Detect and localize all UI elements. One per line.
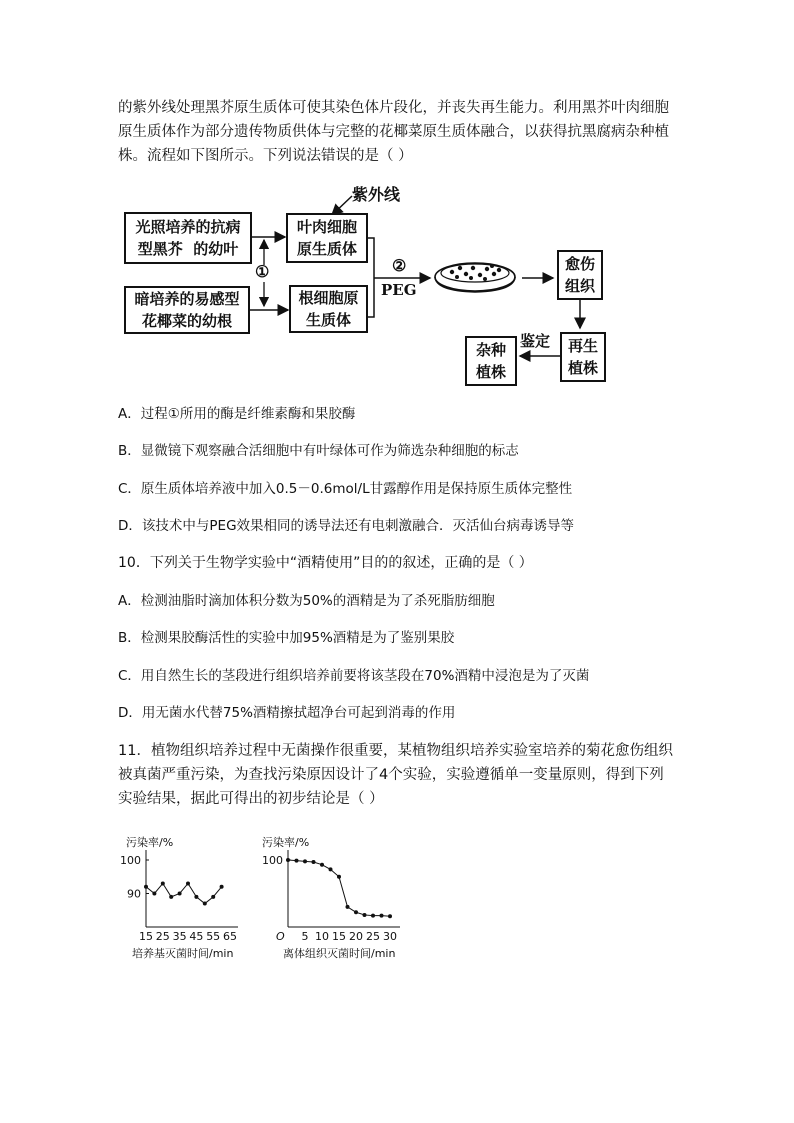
chart1-x-tick-label: 15 bbox=[139, 930, 153, 943]
chart2-series-line bbox=[288, 860, 390, 916]
chart1-point bbox=[203, 902, 207, 906]
box-callus-l1: 愈伤 bbox=[564, 255, 595, 273]
box-susceptible-root-l2: 花椰菜的幼根 bbox=[141, 312, 232, 330]
peg-label: PEG bbox=[381, 281, 417, 299]
box-regen-l2: 植株 bbox=[567, 359, 598, 377]
box-susceptible-root-l1: 暗培养的易感型 bbox=[134, 290, 240, 308]
chart2-x-tick-label: 20 bbox=[349, 930, 363, 943]
chart1-x-tick-label: 25 bbox=[155, 930, 170, 943]
chart2-x-tick-label: 15 bbox=[332, 930, 346, 943]
chart2-point bbox=[371, 914, 375, 918]
box-rootproto-l1: 根细胞原 bbox=[298, 289, 359, 307]
chart2-point bbox=[388, 914, 392, 918]
box-rootproto-l2: 生质体 bbox=[305, 311, 351, 329]
box-regen-l1: 再生 bbox=[567, 337, 598, 355]
chart2-x-tick-label: 10 bbox=[315, 930, 329, 943]
box-callus-l2: 组织 bbox=[564, 277, 595, 295]
chart1-x-tick-label: 65 bbox=[223, 930, 237, 943]
chart2-point bbox=[380, 914, 384, 918]
chart1-point bbox=[220, 885, 224, 889]
box-resistant-leaf-l2: 型黑芥 的幼叶 bbox=[137, 240, 239, 258]
chart1-point bbox=[186, 881, 190, 885]
chart2-point bbox=[329, 867, 333, 871]
step2-label: ② bbox=[392, 256, 407, 275]
chart1-point bbox=[211, 895, 215, 899]
q9-option-c: C．原生质体培养液中加入0.5－0.6mol/L甘露醇作用是保持原生质体完整性 bbox=[118, 481, 573, 497]
chart1-x-label: 培养基灭菌时间/min bbox=[132, 947, 234, 960]
q9-option-d: D．该技术中与PEG效果相同的诱导法还有电刺激融合．灭活仙台病毒诱导等 bbox=[118, 518, 575, 534]
box-hybrid-l1: 杂种 bbox=[475, 341, 506, 359]
chart1-point bbox=[152, 892, 156, 896]
chart1-y-label: 污染率/% bbox=[126, 836, 174, 849]
chart1-point bbox=[178, 892, 182, 896]
chart1-x-tick-label: 45 bbox=[189, 930, 204, 943]
chart1-series-line bbox=[146, 883, 222, 903]
intro-line-1: 的紫外线处理黑芥原生质体可使其染色体片段化，并丧失再生能力。利用黑芥叶肉细胞 bbox=[118, 100, 669, 116]
chart2-x-tick-label: 5 bbox=[301, 930, 309, 943]
q11-line-2: 被真菌严重污染，为查找污染原因设计了4个实验，实验遵循单一变量原则，得到下列 bbox=[118, 767, 664, 783]
chart2-point bbox=[303, 859, 307, 863]
box-mesophyll-l2: 原生质体 bbox=[296, 240, 357, 258]
chart1-point bbox=[194, 895, 198, 899]
intro-line-2: 原生质体作为部分遗传物质供体与完整的花椰菜原生质体融合，以获得抗黑腐病杂种植 bbox=[118, 124, 669, 140]
box-hybrid-l2: 植株 bbox=[475, 363, 506, 381]
chart2-point bbox=[295, 859, 299, 863]
uv-label: 紫外线 bbox=[352, 185, 401, 204]
box-resistant-leaf-l1: 光照培养的抗病 bbox=[135, 218, 241, 236]
q10-option-b: B．检测果胶酶活性的实验中加95%酒精是为了鉴别果胶 bbox=[118, 630, 455, 646]
identify-label: 鉴定 bbox=[520, 332, 551, 350]
q9-option-b: B．显微镜下观察融合活细胞中有叶绿体可作为筛选杂种细胞的标志 bbox=[118, 443, 519, 459]
q11-line-1: 11．植物组织培养过程中无菌操作很重要，某植物组织培养实验室培养的菊花愈伤组织 bbox=[118, 743, 673, 759]
chart2-point bbox=[312, 860, 316, 864]
chart2-point bbox=[286, 858, 290, 862]
chart2-origin-label: O bbox=[276, 930, 285, 943]
chart1-x-tick-label: 35 bbox=[172, 930, 187, 943]
chart2-x-tick-label: 25 bbox=[366, 930, 380, 943]
q10-option-d: D．用无菌水代替75%酒精擦拭超净台可起到消毒的作用 bbox=[118, 705, 456, 721]
q9-option-a: A．过程①所用的酶是纤维素酶和果胶酶 bbox=[118, 406, 356, 422]
chart1-point bbox=[161, 881, 165, 885]
chart2-point bbox=[346, 905, 350, 909]
chart2-x-tick-label: 30 bbox=[383, 930, 397, 943]
chart2-point bbox=[320, 863, 324, 867]
box-mesophyll-l1: 叶肉细胞 bbox=[296, 218, 357, 236]
intro-line-3: 株。流程如下图所示。下列说法错误的是（ ） bbox=[118, 148, 413, 164]
chart2-x-label: 离体组织灭菌时间/min bbox=[283, 947, 396, 960]
chart1-point bbox=[169, 895, 173, 899]
chart2-point bbox=[337, 875, 341, 879]
chart1-y-tick-label: 100 bbox=[120, 854, 141, 867]
chart2-point bbox=[354, 910, 358, 914]
q10-stem: 10．下列关于生物学实验中“酒精使用”目的的叙述，正确的是（ ） bbox=[118, 555, 533, 571]
chart1-y-tick-label: 90 bbox=[127, 887, 141, 901]
step1-label: ① bbox=[255, 262, 270, 281]
chart2-y-tick-label: 100 bbox=[262, 854, 283, 867]
q10-option-a: A．检测油脂时滴加体积分数为50%的酒精是为了杀死脂肪细胞 bbox=[118, 593, 495, 609]
q10-option-c: C．用自然生长的茎段进行组织培养前要将该茎段在70%酒精中浸泡是为了灭菌 bbox=[118, 668, 590, 684]
chart1-x-tick-label: 55 bbox=[206, 930, 221, 943]
chart1-point bbox=[144, 885, 148, 889]
chart2-point bbox=[363, 913, 367, 917]
q11-line-3: 实验结果，据此可得出的初步结论是（ ） bbox=[118, 791, 384, 807]
chart2-y-label: 污染率/% bbox=[262, 836, 310, 849]
